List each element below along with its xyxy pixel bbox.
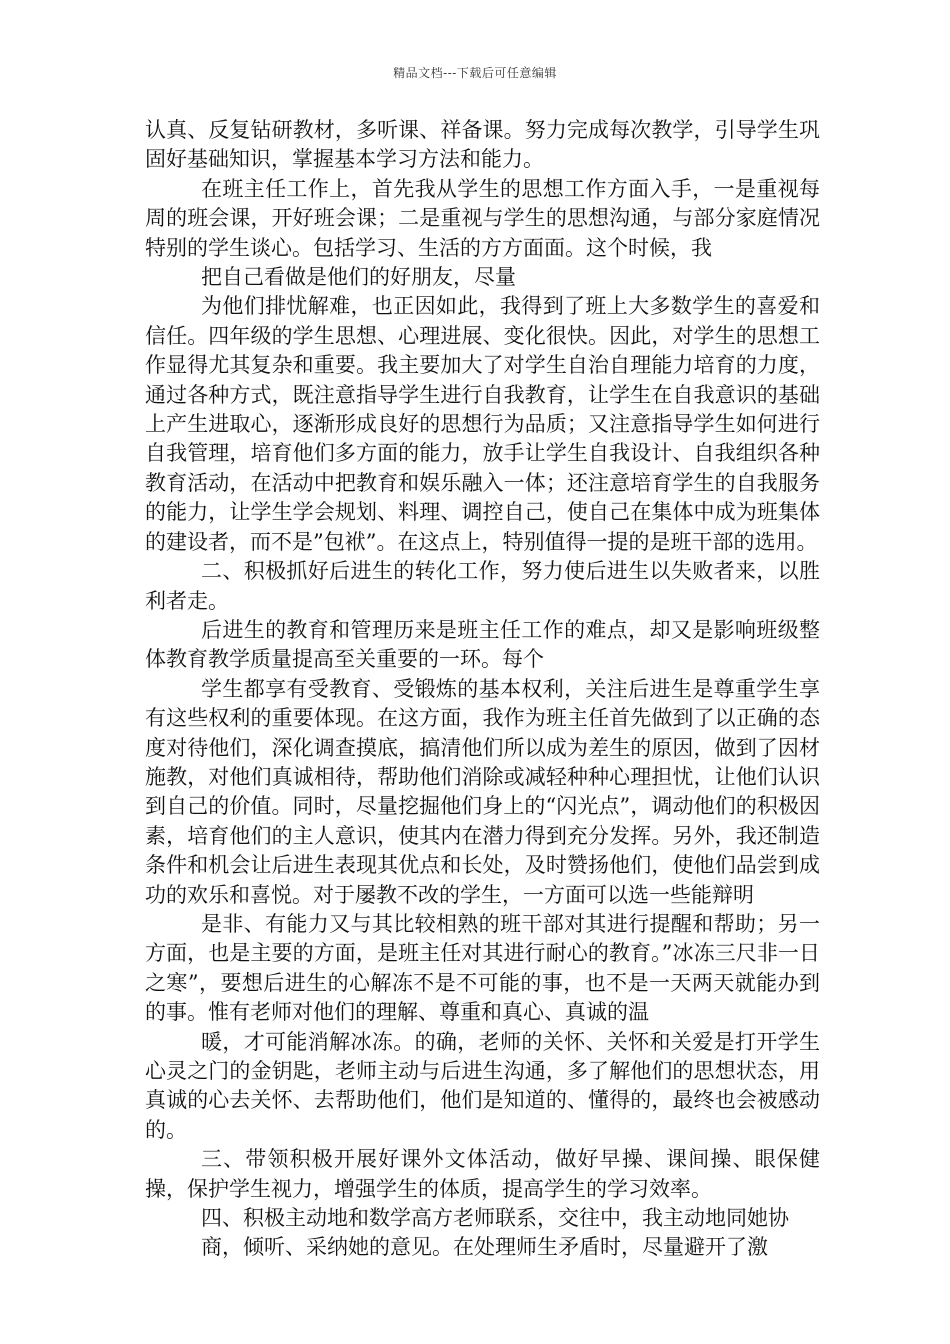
paragraph: 四、积极主动地和数学高方老师联系，交往中，我主动地同她协 xyxy=(201,1206,789,1231)
paragraph: 二、积极抓好后进生的转化工作，努力使后进生以失败者来，以胜利者走。 xyxy=(145,559,820,613)
paragraph: 暖，才可能消解冰冻。的确，老师的关怀、关怀和关爱是打开学生心灵之门的金钥匙，老师主动与后进生沟通，多了解他们的思想状态，用真诚的心去关怀、去帮助他们，他们是知道的、懂得的，最终也会被感动的。 xyxy=(145,1029,820,1142)
paragraph: 在班主任工作上，首先我从学生的思想工作方面入手，一是重视每周的班会课，开好班会课；二是重视与学生的思想沟通，与部分家庭情况特别的学生谈心。包括学习、生活的方方面面。这个时候，我 xyxy=(145,176,820,260)
paragraph: 认真、反复钻研教材，多听课、祥备课。努力完成每次教学，引导学生巩固好基础知识，掌握基本学习方法和能力。 xyxy=(145,118,820,172)
paragraph: 是非、有能力又与其比较相熟的班干部对其进行提醒和帮助；另一方面，也是主要的方面，是班主任对其进行耐心的教育。”冰冻三尺非一日之寒”，要想后进生的心解冻不是不可能的事，也不是一天两天就能办到的事。惟有老师对他们的理解、尊重和真心、真诚的温 xyxy=(145,911,820,1025)
paragraph: 后进生的教育和管理历来是班主任工作的难点，却又是影响班级整体教育教学质量提高至关重要的一环。每个 xyxy=(145,617,820,672)
document-body xyxy=(145,116,820,1263)
paragraph: 为他们排忧解难，也正因如此，我得到了班上大多数学生的喜爱和信任。四年级的学生思想、心理进展、变化很快。因此，对学生的思想工作显得尤其复杂和重要。我主要加大了对学生自治自理能力培育的力度，通过各种方式，既注意指导学生进行自我教育，让学生在自我意识的基础上产生进取心，逐渐形成良好的思想行为品质；又注意指导学生如何进行自我管理，培育他们多方面的能力，放手让学生自我设计、自我组织各种教育活动，在活动中把教育和娱乐融入一体；还注意培育学生的自我服务的能力，让学生学会规划、料理、调控自己，使自己在集体中成为班集体的建设者，而不是”包袱”。在这点上，特别值得一提的是班干部的选用。 xyxy=(145,294,820,554)
paragraph: 学生都享有受教育、受锻炼的基本权利，关注后进生是尊重学生享有这些权利的重要体现。在这方面，我作为班主任首先做到了以正确的态度对待他们，深化调查摸底，搞清他们所以成为差生的原因，做到了因材施教，对他们真诚相待，帮助他们消除或减轻种种心理担忧，让他们认识到自己的价值。同时，尽量挖掘他们身上的“闪光点”，调动他们的积极因素，培育他们的主人意识，使其内在潜力得到充分发挥。另外，我还制造条件和机会让后进生表现其优点和长处，及时赞扬他们，使他们品尝到成功的欢乐和喜悦。对于屡教不改的学生，一方面可以选一些能辩明 xyxy=(145,676,820,907)
paragraph: 商，倾听、采纳她的意见。在处理师生矛盾时，尽量避开了激 xyxy=(201,1235,768,1260)
page-header: 精品文档---下载后可任意编辑 xyxy=(393,66,557,80)
paragraph: 把自己看做是他们的好朋友，尽量 xyxy=(201,265,516,290)
paragraph: 三、带领积极开展好课外文体活动，做好早操、课间操、眼保健操，保护学生视力，增强学生的体质，提高学生的学习效率。 xyxy=(145,1147,820,1201)
